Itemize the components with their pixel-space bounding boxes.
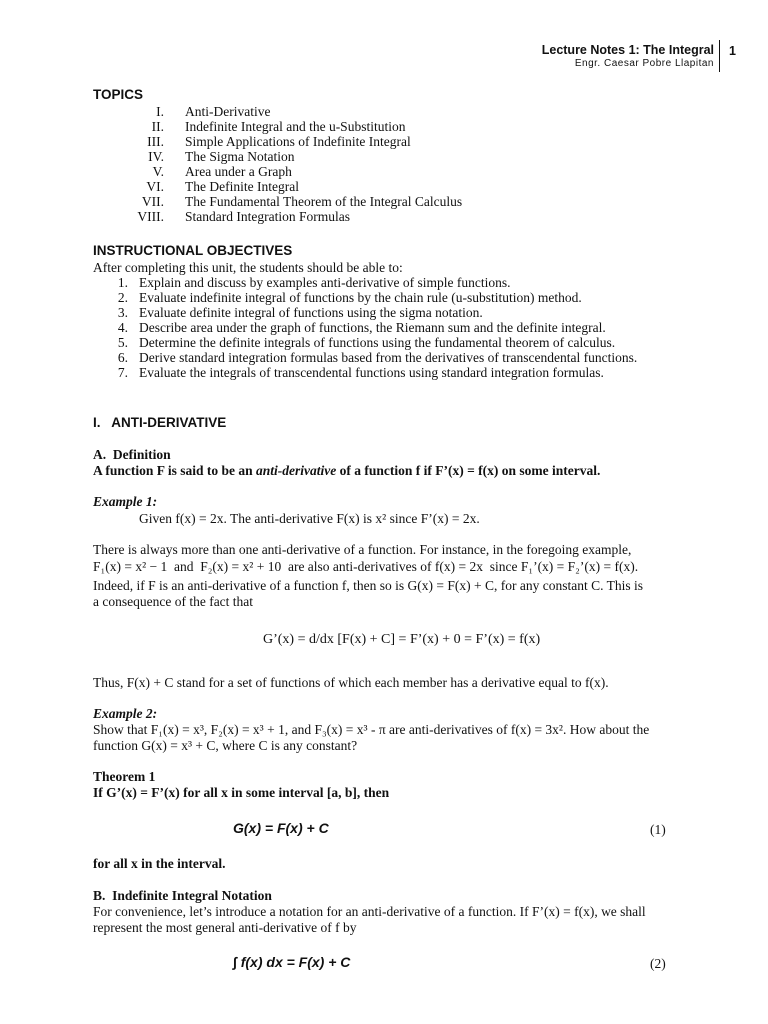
topic-label: Indefinite Integral and the u-Substitution [185,119,406,134]
objective-label: Evaluate indefinite integral of functions by the chain rule (u-substitution) method. [139,290,582,305]
section-heading: I. ANTI-DERIVATIVE [93,415,227,430]
topic-label: The Fundamental Theorem of the Integral Calculus [185,194,463,209]
topic-number: I. [156,104,164,119]
objective-label: Explain and discuss by examples anti-derivative of simple functions. [139,275,511,290]
example-2-line: function G(x) = x³ + C, where C is any constant? [93,738,358,753]
paragraph-line: Indeed, if F is an anti-derivative of a function f, then so is G(x) = F(x) + C, for any constant C. This is [93,578,643,593]
example-2-line: Show that F₁(x) = x³, F₂(x) = x³ + 1, and F₃(x) = x³ - π are anti-derivatives of f(x) = 3x². How about the [93,722,650,737]
notation-line: For convenience, let’s introduce a notation for an anti-derivative of a function. If F’(x) = f(x), we shall [93,904,646,919]
topic-number: VIII. [137,209,164,224]
topic-label: Standard Integration Formulas [185,209,350,224]
topic-label: The Definite Integral [185,179,299,194]
objectives-intro: After completing this unit, the students should be able to: [93,260,403,275]
paragraph-line: F₁(x) = x² − 1 and F₂(x) = x² + 10 are also anti-derivatives of f(x) = 2x since F₁’(x) = F₂’(x) = f(x). [93,559,639,574]
theorem-1-tail: for all x in the interval. [93,856,226,871]
definition-text [93,463,600,478]
objective-label: Evaluate the integrals of transcendental functions using standard integration formulas. [139,365,604,380]
objective-label: Determine the definite integrals of functions using the fundamental theorem of calculus. [139,335,616,350]
objective-number: 7. [117,365,128,380]
topic-number: V. [152,164,164,179]
topics-list [0,104,768,229]
objective-label: Derive standard integration formulas based from the derivatives of transcendental functions. [139,350,638,365]
objective-number: 1. [117,275,128,290]
topic-number: III. [147,134,164,149]
theorem-1-title: Theorem 1 [93,769,156,784]
example-1-title: Example 1: [93,494,158,509]
equation-g-prime: G’(x) = d/dx [F(x) + C] = F’(x) + 0 = F’(x) = f(x) [263,632,541,647]
equation-1: G(x) = F(x) + C [233,820,329,836]
topic-label: The Sigma Notation [185,149,295,164]
equation-2: ∫ f(x) dx = F(x) + C [233,954,351,970]
header-divider [719,40,720,72]
definition-post: of a function f if F’(x) = f(x) on some interval. [336,463,601,478]
objective-label: Evaluate definite integral of functions using the sigma notation. [139,305,483,320]
author-name: Engr. Caesar Pobre Llapitan [574,58,714,69]
subsection-a-heading: A. Definition [93,447,171,462]
objective-number: 3. [117,305,128,320]
topic-label: Simple Applications of Indefinite Integral [185,134,411,149]
objectives-list [0,275,768,385]
topic-number: IV. [148,149,164,164]
subsection-b-heading: B. Indefinite Integral Notation [93,888,272,903]
topics-heading: TOPICS [93,87,144,102]
objective-number: 4. [117,320,128,335]
objective-number: 5. [117,335,128,350]
definition-pre: A function F is said to be an [93,463,257,478]
objective-number: 2. [117,290,128,305]
equation-1-number: (1) [650,822,666,837]
topic-number: VII. [141,194,164,209]
paragraph-line: a consequence of the fact that [93,594,254,609]
objective-label: Describe area under the graph of functions, the Riemann sum and the definite integral. [139,320,606,335]
topic-number: VI. [146,179,164,194]
definition-emphasis: anti-derivative [256,463,337,478]
example-1-body: Given f(x) = 2x. The anti-derivative F(x) is x² since F’(x) = 2x. [139,511,480,526]
paragraph-line: There is always more than one anti-derivative of a function. For instance, in the foregoing example, [93,542,632,557]
thus-line: Thus, F(x) + C stand for a set of functions of which each member has a derivative equal to f(x). [93,675,609,690]
notation-line: represent the most general anti-derivative of f by [93,920,357,935]
topic-number: II. [151,119,164,134]
objective-number: 6. [117,350,128,365]
topic-label: Anti-Derivative [185,104,271,119]
lecture-title: Lecture Notes 1: The Integral [541,43,714,57]
theorem-1-body: If G’(x) = F’(x) for all x in some interval [a, b], then [93,785,390,800]
topic-label: Area under a Graph [185,164,292,179]
example-2-title: Example 2: [93,706,158,721]
equation-2-number: (2) [650,956,666,971]
objectives-heading: INSTRUCTIONAL OBJECTIVES [93,243,293,258]
page-number: 1 [729,44,736,58]
